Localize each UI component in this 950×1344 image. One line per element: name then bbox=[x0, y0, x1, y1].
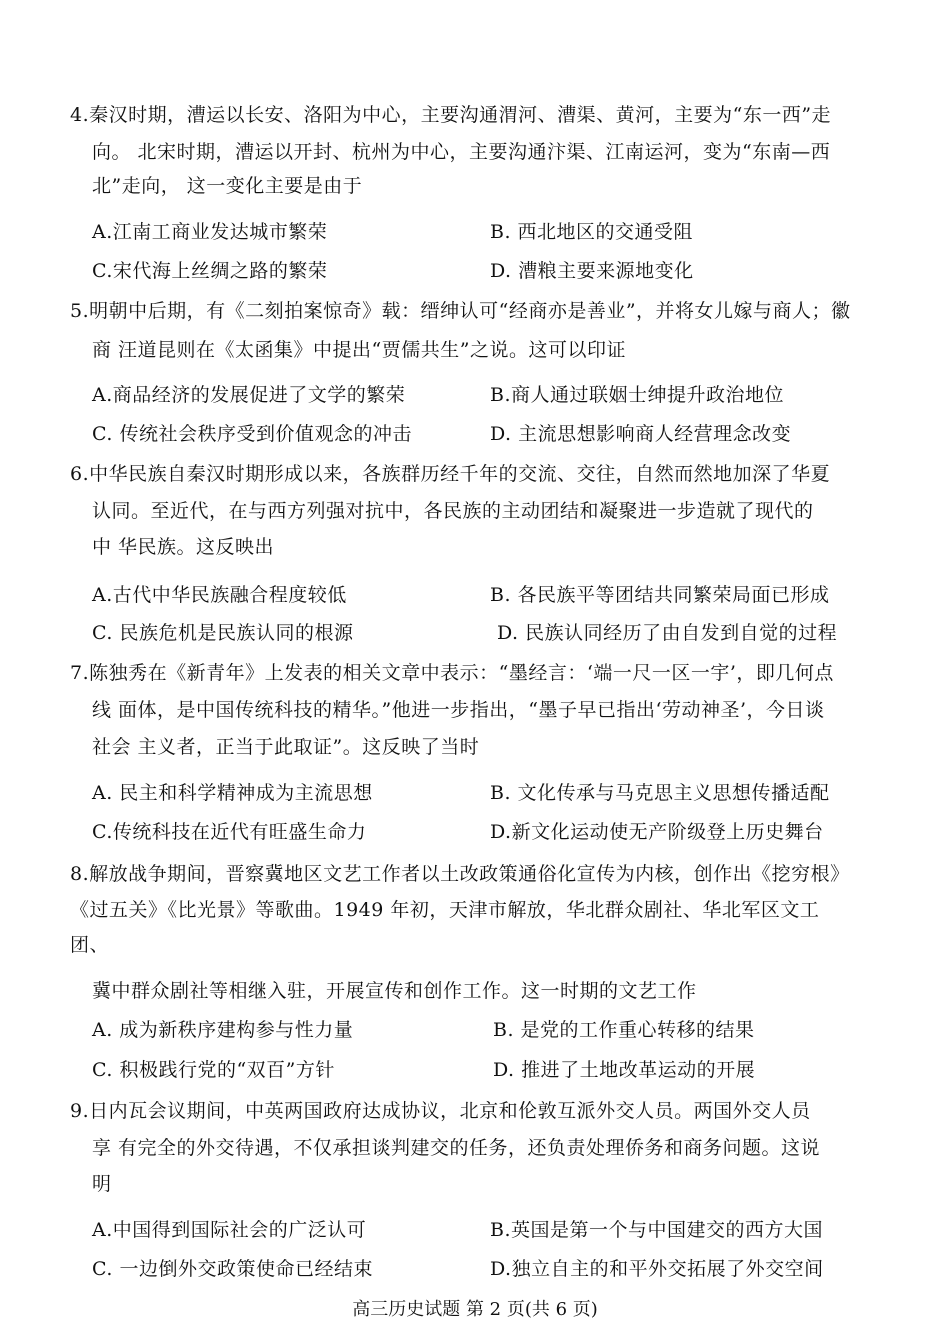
q5-stem-line-1: 5.明朝中后期，有《二刻拍案惊奇》载：缙绅认可“经商亦是善业”，并将女儿嫁与商人；徽 bbox=[70, 300, 851, 322]
q8-stem-line-3: 团、 bbox=[70, 934, 110, 956]
q4-option-b: B. 西北地区的交通受阻 bbox=[490, 221, 694, 243]
q8-stem-line-4: 冀中群众剧社等相继入驻，开展宣传和创作工作。这一时期的文艺工作 bbox=[92, 980, 697, 1002]
page-footer: 高三历史试题 第 2 页(共 6 页) bbox=[352, 1299, 598, 1320]
q8-option-b: B. 是党的工作重心转移的结果 bbox=[493, 1019, 755, 1041]
q4-stem-line-1: 4.秦汉时期，漕运以长安、洛阳为中心，主要沟通渭河、漕渠、黄河，主要为“东一西”走 bbox=[70, 104, 832, 126]
q4-stem-line-2: 向。 北宋时期，漕运以开封、杭州为中心，主要沟通汴渠、江南运河，变为“东南—西 bbox=[92, 141, 831, 163]
q5-option-b: B.商人通过联姻士绅提升政治地位 bbox=[490, 384, 785, 406]
q6-stem-line-1: 6.中华民族自秦汉时期形成以来，各族群历经千年的交流、交往，自然而然地加深了华夏 bbox=[70, 463, 831, 485]
q4-option-d: D. 漕粮主要来源地变化 bbox=[490, 260, 694, 282]
q8-stem-line-2: 《过五关》《比光景》等歌曲。1949 年初，天津市解放，华北群众剧社、华北军区文工 bbox=[70, 899, 820, 921]
q5-stem-line-2: 商 汪道昆则在《太函集》中提出“贾儒共生”之说。这可以印证 bbox=[92, 339, 626, 361]
q5-option-c: C. 传统社会秩序受到价值观念的冲击 bbox=[92, 423, 412, 445]
q4-stem-line-3: 北”走向， 这一变化主要是由于 bbox=[92, 175, 363, 197]
q4-option-a: A.江南工商业发达城市繁荣 bbox=[92, 221, 328, 243]
q9-option-d: D.独立自主的和平外交拓展了外交空间 bbox=[490, 1258, 824, 1280]
q8-option-a: A. 成为新秩序建构参与性力量 bbox=[92, 1019, 354, 1041]
q5-option-a: A.商品经济的发展促进了文学的繁荣 bbox=[92, 384, 406, 406]
q6-option-d: D. 民族认同经历了由自发到自觉的过程 bbox=[497, 622, 838, 644]
q6-stem-line-3: 中 华民族。这反映出 bbox=[92, 536, 275, 558]
q7-option-d: D.新文化运动使无产阶级登上历史舞台 bbox=[490, 821, 824, 843]
q6-option-a: A.古代中华民族融合程度较低 bbox=[92, 584, 347, 606]
q8-option-c: C. 积极践行党的“双百”方针 bbox=[92, 1059, 335, 1081]
q9-option-b: B.英国是第一个与中国建交的西方大国 bbox=[490, 1219, 824, 1241]
q7-stem-line-1: 7.陈独秀在《新青年》上发表的相关文章中表示：“墨经言：‘端一尺一区一宇’，即几何点 bbox=[70, 662, 834, 684]
q7-stem-line-3: 社会 主义者，正当于此取证”。这反映了当时 bbox=[92, 736, 480, 758]
q7-option-c: C.传统科技在近代有旺盛生命力 bbox=[92, 821, 367, 843]
q9-option-c: C. 一边倒外交政策使命已经结束 bbox=[92, 1258, 373, 1280]
q6-option-c: C. 民族危机是民族认同的根源 bbox=[92, 622, 354, 644]
q7-stem-line-2: 线 面体，是中国传统科技的精华。”他进一步指出，“墨子早已指出‘劳动神圣’，今日谈 bbox=[92, 699, 825, 721]
q8-stem-line-1: 8.解放战争期间，晋察冀地区文艺工作者以土改政策通俗化宣传为内核，创作出《挖穷根》 bbox=[70, 863, 850, 885]
q7-option-a: A. 民主和科学精神成为主流思想 bbox=[92, 782, 373, 804]
q4-option-c: C.宋代海上丝绸之路的繁荣 bbox=[92, 260, 328, 282]
q7-option-b: B. 文化传承与马克思主义思想传播适配 bbox=[490, 782, 830, 804]
q6-stem-line-2: 认同。至近代，在与西方列强对抗中，各民族的主动团结和凝聚进一步造就了现代的 bbox=[92, 500, 814, 522]
q9-stem-line-1: 9.日内瓦会议期间，中英两国政府达成协议，北京和伦敦互派外交人员。两国外交人员 bbox=[70, 1100, 811, 1122]
q9-stem-line-3: 明 bbox=[92, 1173, 112, 1195]
q9-option-a: A.中国得到国际社会的广泛认可 bbox=[92, 1219, 367, 1241]
q6-option-b: B. 各民族平等团结共同繁荣局面已形成 bbox=[490, 584, 830, 606]
q9-stem-line-2: 享 有完全的外交待遇，不仅承担谈判建交的任务，还负责处理侨务和商务问题。这说 bbox=[92, 1137, 821, 1159]
q5-option-d: D. 主流思想影响商人经营理念改变 bbox=[490, 423, 792, 445]
q8-option-d: D. 推进了土地改革运动的开展 bbox=[493, 1059, 756, 1081]
